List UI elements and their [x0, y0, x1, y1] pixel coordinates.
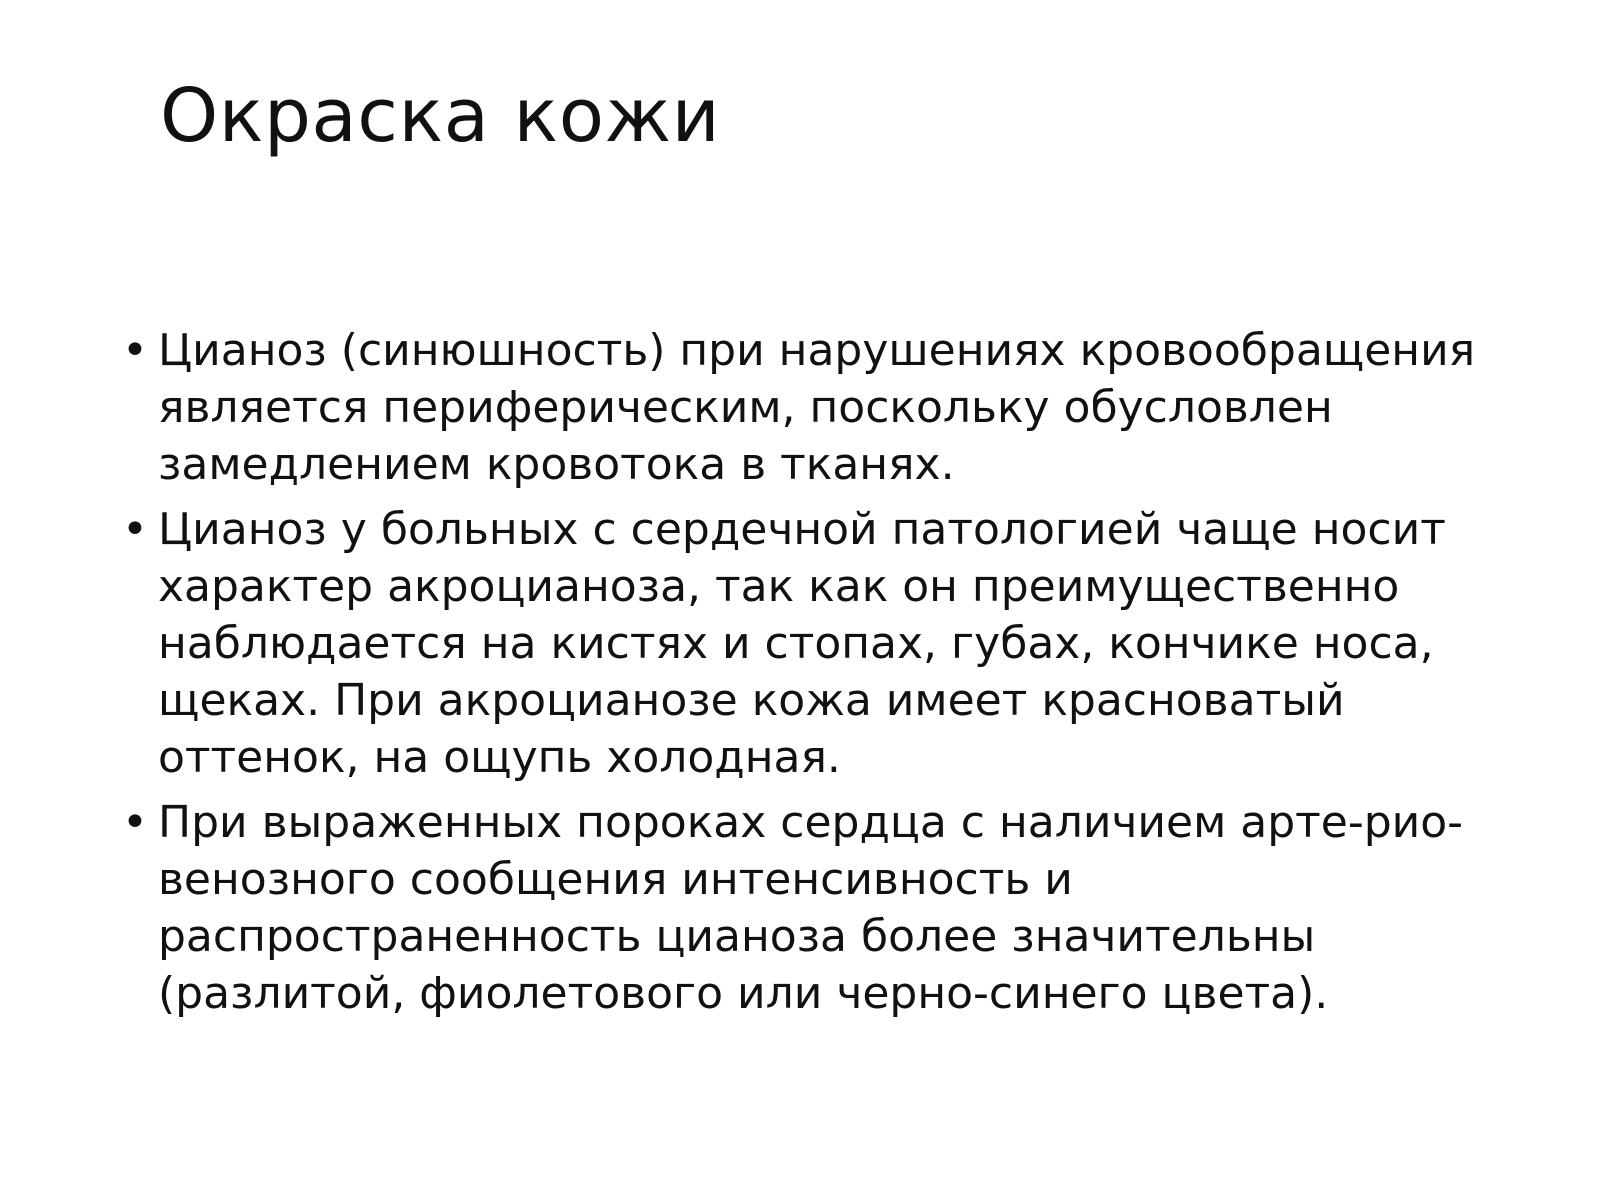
- bullet-icon: •: [122, 504, 148, 555]
- list-item: [122, 322, 1482, 493]
- bullet-list: [122, 322, 1482, 1030]
- bullet-text: Цианоз (синюшность) при нарушениях кровообращения является периферическим, поскольку обусловлен замедлением кровотока в тканях.: [158, 325, 1476, 490]
- list-item: [122, 501, 1482, 786]
- bullet-text: Цианоз у больных с сердечной патологией чаще носит характер акроцианоза, так как он преимущественно наблюдается на кистях и стопах, губах, кончике носа, щеках. При акроцианозе кожа имеет красноватый оттенок, на ощупь холодная.: [158, 504, 1446, 783]
- list-item: [122, 794, 1482, 1022]
- slide-title: Окраска кожи: [160, 73, 721, 159]
- bullet-icon: •: [122, 325, 148, 376]
- bullet-icon: •: [122, 797, 148, 848]
- bullet-text: При выраженных пороках сердца с наличием арте-рио-венозного сообщения интенсивность и распространенность цианоза более значительны (разлитой, фиолетового или черно-синего цвета).: [158, 797, 1464, 1019]
